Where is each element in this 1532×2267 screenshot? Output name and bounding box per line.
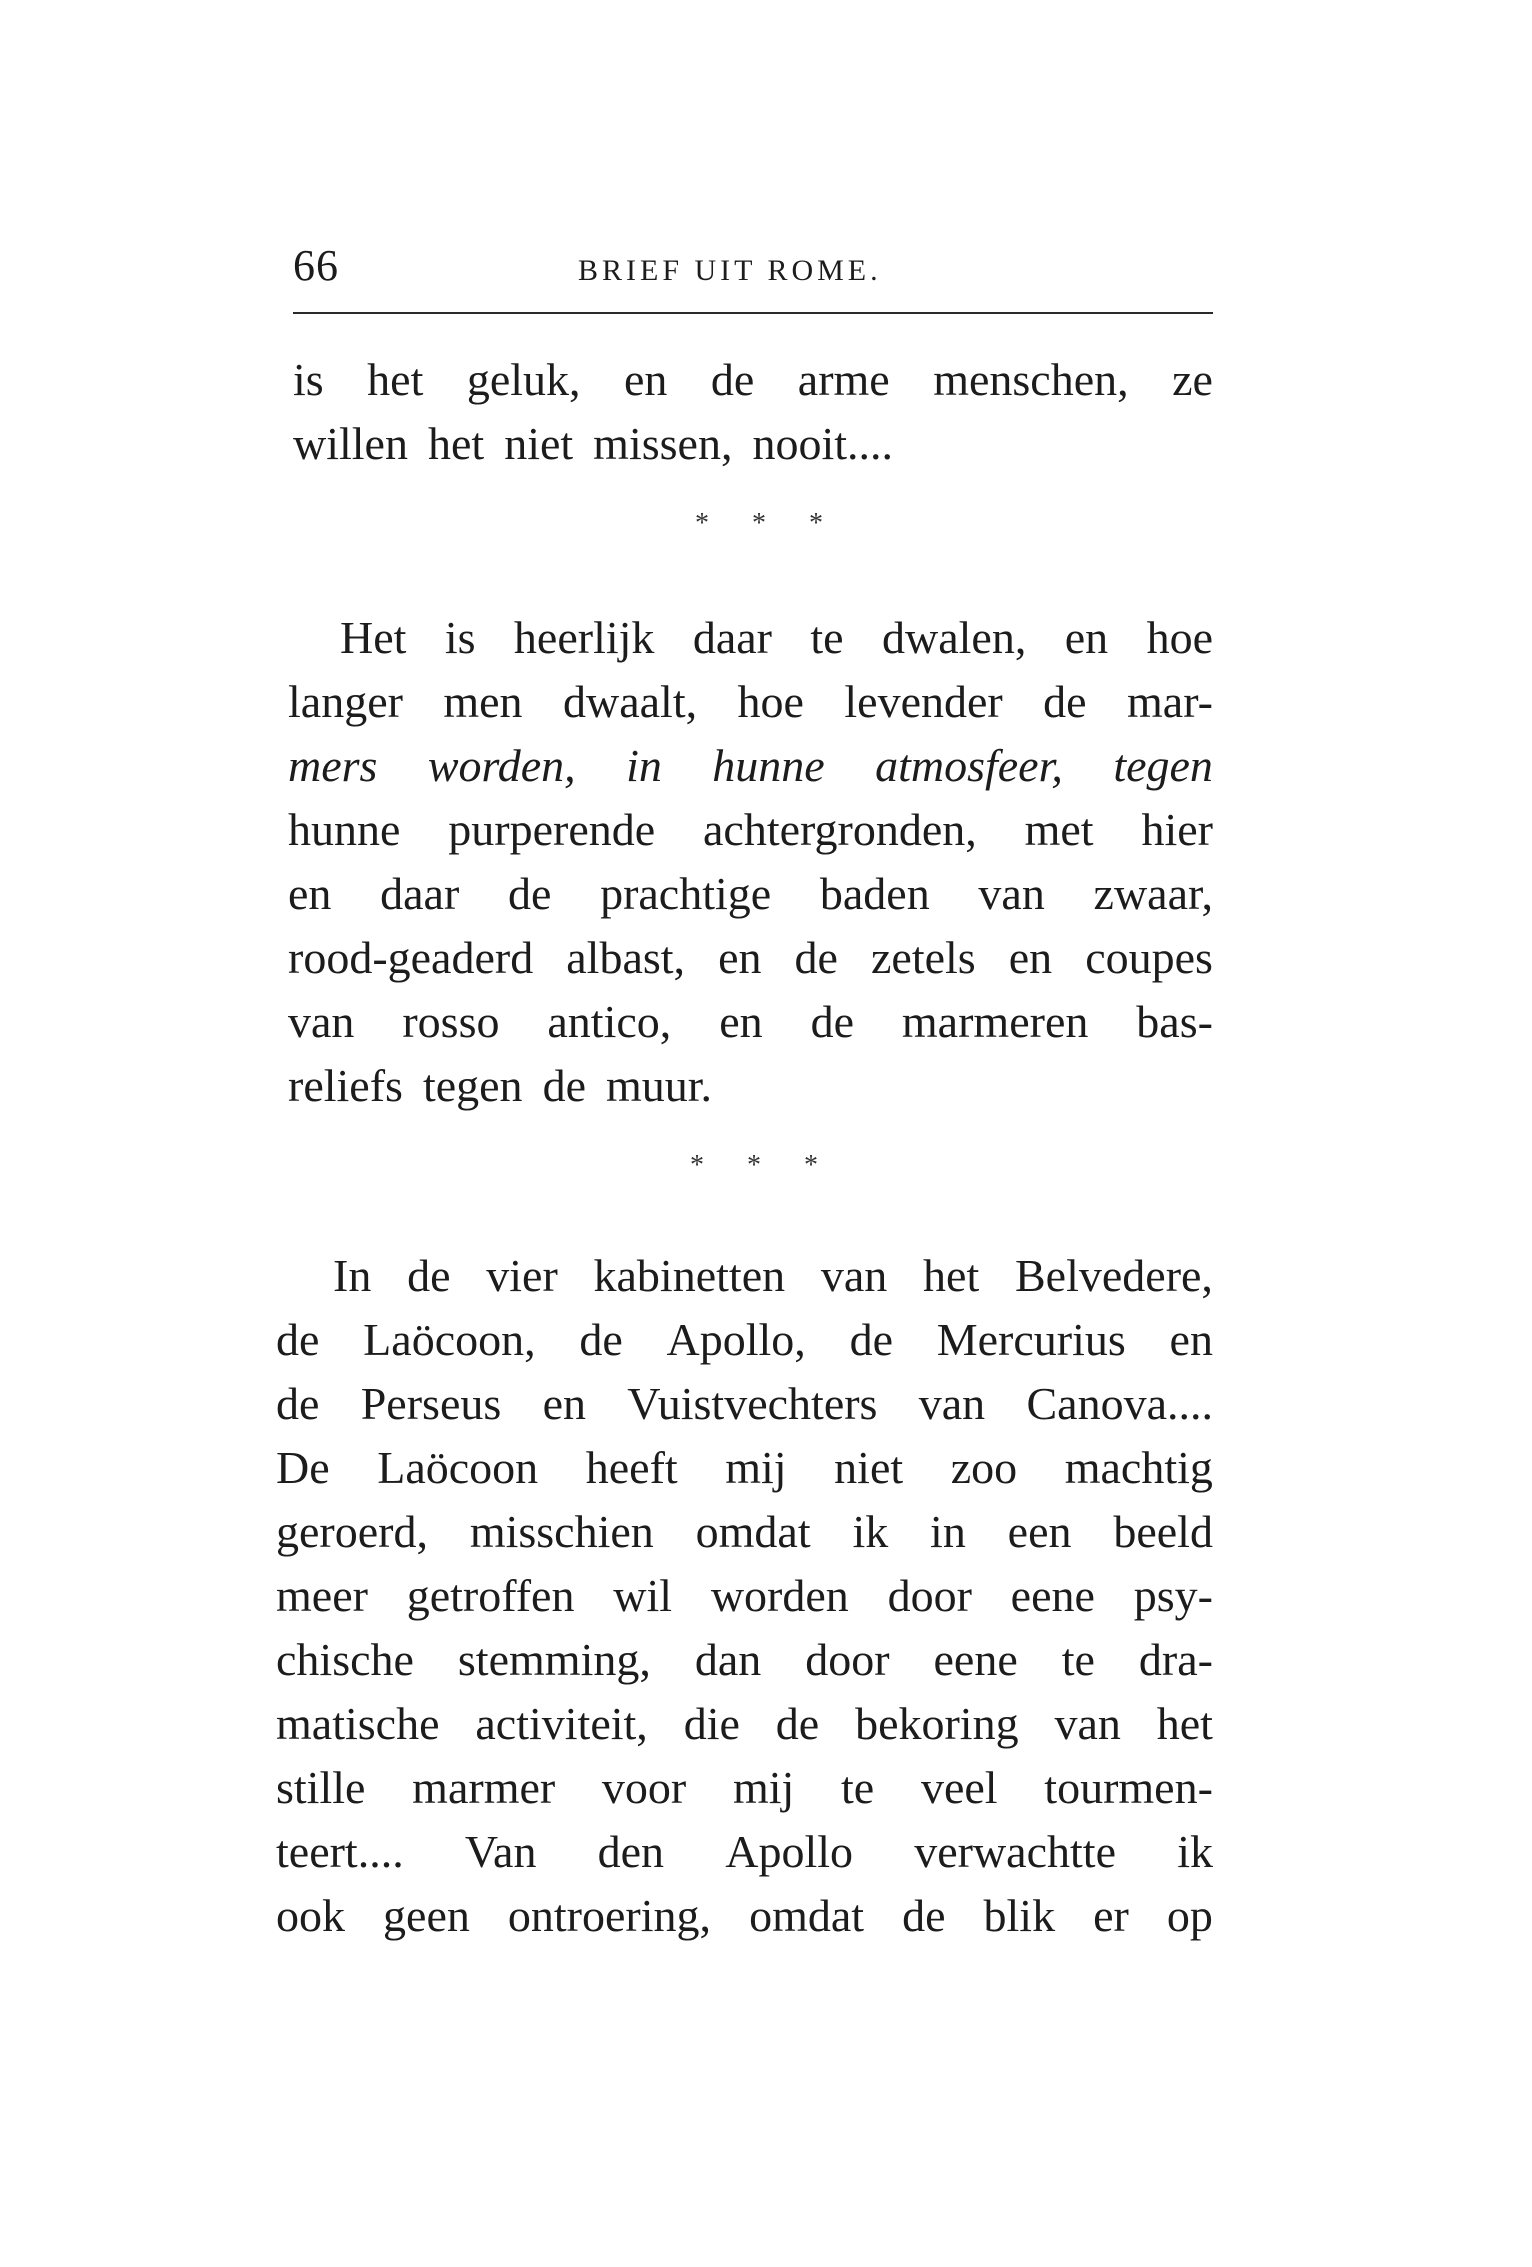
- word: hier: [1141, 804, 1213, 855]
- word: dan: [694, 1634, 762, 1685]
- word: is: [444, 612, 476, 663]
- word: door: [887, 1570, 972, 1621]
- word: muur.: [605, 1060, 713, 1111]
- word: dra-: [1138, 1634, 1213, 1685]
- word: Perseus: [360, 1378, 502, 1429]
- word: den: [597, 1826, 665, 1877]
- word: de: [794, 932, 838, 983]
- word: Mercurius: [936, 1314, 1126, 1365]
- word: mij: [732, 1762, 795, 1813]
- word: niet: [834, 1442, 904, 1493]
- word: matische: [276, 1698, 440, 1749]
- word: er: [1093, 1890, 1129, 1941]
- text-line: [288, 996, 1213, 1047]
- word: geroerd,: [276, 1506, 428, 1557]
- word: bekoring: [855, 1698, 1019, 1749]
- word: daar: [692, 612, 772, 663]
- word: achtergronden,: [703, 804, 977, 855]
- word: reliefs: [288, 1060, 403, 1111]
- word: ik: [852, 1506, 889, 1557]
- word: Het: [340, 612, 407, 663]
- word: blik: [983, 1890, 1056, 1941]
- word: te: [810, 612, 844, 663]
- word: rood-geaderd: [288, 932, 534, 983]
- word: nooit....: [752, 418, 894, 469]
- word: eene: [1010, 1570, 1095, 1621]
- text-line: [293, 354, 1213, 405]
- word: met: [1024, 804, 1094, 855]
- word: de: [407, 1250, 451, 1301]
- word: albast,: [566, 932, 686, 983]
- word: een: [1007, 1506, 1072, 1557]
- word: menschen,: [933, 354, 1129, 405]
- word: veel: [920, 1762, 998, 1813]
- word: mij: [725, 1442, 787, 1493]
- word: geen: [383, 1890, 470, 1941]
- word: voor: [601, 1762, 687, 1813]
- word: en: [718, 932, 762, 983]
- section-separator: * * *: [690, 1150, 836, 1181]
- word: is: [293, 354, 324, 405]
- word: geluk,: [466, 354, 581, 405]
- text-line: [276, 1442, 1213, 1493]
- word: Apollo: [725, 1826, 854, 1877]
- word: en: [1169, 1314, 1213, 1365]
- word: te: [841, 1762, 875, 1813]
- word: de: [710, 354, 755, 405]
- word: atmosfeer,: [875, 740, 1063, 791]
- text-line: [276, 1314, 1213, 1365]
- word: levender: [844, 676, 1003, 727]
- word: missen,: [593, 418, 733, 469]
- word: mar-: [1127, 676, 1213, 727]
- word: de: [276, 1378, 320, 1429]
- word: en: [1064, 612, 1109, 663]
- word: eene: [933, 1634, 1018, 1685]
- word: in: [930, 1506, 966, 1557]
- word: en: [542, 1378, 586, 1429]
- word: De: [276, 1442, 330, 1493]
- word: de: [849, 1314, 893, 1365]
- word: zwaar,: [1093, 868, 1213, 919]
- word: de: [507, 868, 552, 919]
- word: de: [775, 1698, 820, 1749]
- word: het: [367, 354, 424, 405]
- word: omdat: [695, 1506, 811, 1557]
- word: activiteit,: [475, 1698, 648, 1749]
- text-line: [276, 1826, 1213, 1877]
- word: dwaalt,: [562, 676, 698, 727]
- word: kabinetten: [593, 1250, 786, 1301]
- text-line: [340, 612, 1213, 663]
- word: op: [1166, 1890, 1213, 1941]
- word: Apollo,: [666, 1314, 806, 1365]
- word: zoo: [950, 1442, 1018, 1493]
- word: arme: [797, 354, 890, 405]
- word: teert....: [276, 1826, 404, 1877]
- word: de: [902, 1890, 946, 1941]
- text-line: [276, 1506, 1213, 1557]
- word: het: [923, 1250, 980, 1301]
- word: hunne: [288, 804, 401, 855]
- text-line: [288, 932, 1213, 983]
- word: omdat: [749, 1890, 865, 1941]
- word: niet: [504, 418, 574, 469]
- word: machtig: [1064, 1442, 1213, 1493]
- word: en: [288, 868, 332, 919]
- word: ontroering,: [507, 1890, 712, 1941]
- word: willen: [293, 418, 408, 469]
- word: mers: [288, 740, 378, 791]
- header-rule: [293, 312, 1213, 314]
- text-line: [288, 1060, 1213, 1111]
- word: men: [443, 676, 523, 727]
- word: de: [542, 1060, 586, 1111]
- text-line: [333, 1250, 1213, 1301]
- word: zetels: [870, 932, 976, 983]
- word: stille: [276, 1762, 366, 1813]
- word: coupes: [1085, 932, 1213, 983]
- word: van: [918, 1378, 986, 1429]
- word: het: [1156, 1698, 1213, 1749]
- word: tourmen-: [1044, 1762, 1213, 1813]
- word: Van: [464, 1826, 537, 1877]
- word: van: [978, 868, 1045, 919]
- word: ze: [1172, 354, 1213, 405]
- running-head: BRIEF UIT ROME.: [578, 254, 882, 287]
- word: chische: [276, 1634, 414, 1685]
- word: tegen: [422, 1060, 523, 1111]
- page-header: [293, 240, 1213, 300]
- word: Canova....: [1026, 1378, 1213, 1429]
- text-line: [293, 418, 1213, 469]
- text-line: [276, 1570, 1213, 1621]
- word: Belvedere,: [1014, 1250, 1213, 1301]
- word: het: [427, 418, 485, 469]
- word: de: [579, 1314, 623, 1365]
- word: verwachtte: [914, 1826, 1116, 1877]
- word: rosso: [402, 996, 500, 1047]
- word: van: [820, 1250, 888, 1301]
- text-line: [288, 676, 1213, 727]
- word: in: [626, 740, 662, 791]
- word: te: [1061, 1634, 1095, 1685]
- word: hoe: [1146, 612, 1213, 663]
- word: antico,: [547, 996, 672, 1047]
- word: daar: [380, 868, 460, 919]
- word: worden,: [427, 740, 576, 791]
- word: hunne: [712, 740, 825, 791]
- word: Laöcoon,: [363, 1314, 536, 1365]
- word: van: [1054, 1698, 1121, 1749]
- word: hoe: [737, 676, 804, 727]
- word: Vuistvechters: [627, 1378, 878, 1429]
- word: getroffen: [406, 1570, 575, 1621]
- word: en: [719, 996, 763, 1047]
- word: tegen: [1113, 740, 1213, 791]
- word: In: [333, 1250, 372, 1301]
- word: bas-: [1136, 996, 1213, 1047]
- word: Laöcoon: [377, 1442, 539, 1493]
- text-line: [276, 1890, 1213, 1941]
- word: heeft: [585, 1442, 678, 1493]
- word: ook: [276, 1890, 345, 1941]
- word: marmeren: [901, 996, 1089, 1047]
- text-line: [288, 740, 1213, 791]
- text-line: [288, 868, 1213, 919]
- page-number: 66: [293, 241, 339, 290]
- word: van: [288, 996, 355, 1047]
- word: meer: [276, 1570, 368, 1621]
- word: de: [810, 996, 854, 1047]
- word: stemming,: [457, 1634, 651, 1685]
- word: marmer: [412, 1762, 556, 1813]
- word: worden: [710, 1570, 849, 1621]
- word: en: [1008, 932, 1053, 983]
- word: ik: [1177, 1826, 1213, 1877]
- word: vier: [486, 1250, 558, 1301]
- text-line: [276, 1378, 1213, 1429]
- word: en: [624, 354, 668, 405]
- text-line: [276, 1762, 1213, 1813]
- word: wil: [613, 1570, 673, 1621]
- word: purperende: [448, 804, 656, 855]
- word: die: [683, 1698, 740, 1749]
- word: psy-: [1133, 1570, 1213, 1621]
- word: dwalen,: [882, 612, 1027, 663]
- word: heerlijk: [513, 612, 655, 663]
- word: misschien: [469, 1506, 654, 1557]
- word: door: [805, 1634, 890, 1685]
- word: langer: [288, 676, 403, 727]
- word: prachtige: [600, 868, 772, 919]
- word: de: [276, 1314, 320, 1365]
- text-line: [288, 804, 1213, 855]
- word: baden: [819, 868, 930, 919]
- text-line: [276, 1634, 1213, 1685]
- word: de: [1043, 676, 1087, 727]
- word: beeld: [1113, 1506, 1213, 1557]
- section-separator: * * *: [695, 508, 841, 539]
- text-line: [276, 1698, 1213, 1749]
